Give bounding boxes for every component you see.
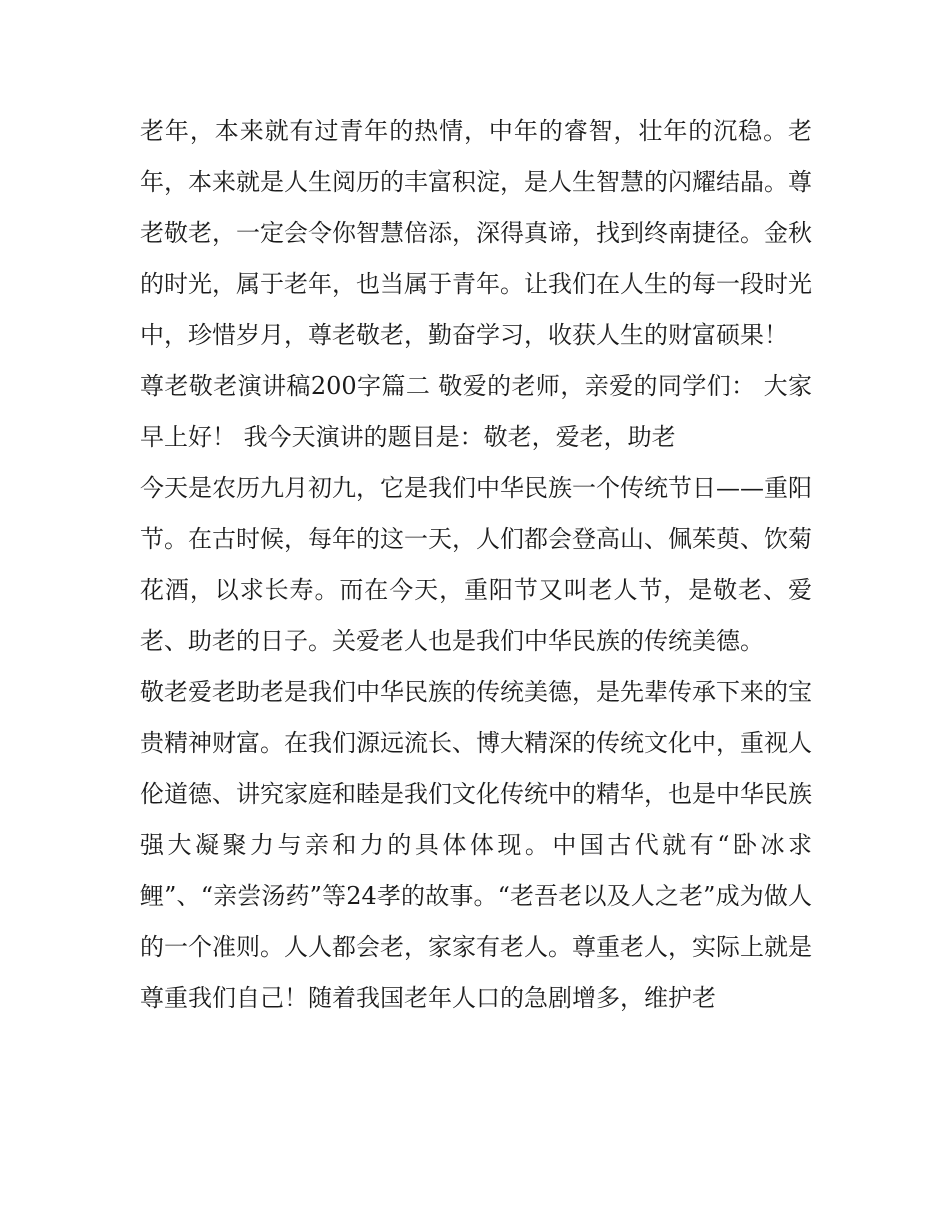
document-body bbox=[140, 106, 812, 1024]
paragraph-2: 尊老敬老演讲稿200字篇二 敬爱的老师，亲爱的同学们： 大家早上好！ 我今天演讲的题目是：敬老，爱老，助老 bbox=[140, 372, 812, 451]
paragraph-3: 今天是农历九月初九，它是我们中华民族一个传统节日——重阳节。在古时候，每年的这一天，人们都会登高山、佩茱萸、饮菊花酒，以求长寿。而在今天，重阳节又叫老人节，是敬老、爱老、助老的日子。关爱老人也是我们中华民族的传统美德。 bbox=[140, 474, 812, 655]
paragraph-4: 敬老爱老助老是我们中华民族的传统美德，是先辈传承下来的宝贵精神财富。在我们源远流长、博大精深的传统文化中，重视人伦道德、讲究家庭和睦是我们文化传统中的精华，也是中华民族强大凝聚力与亲和力的具体体现。中国古代就有“卧冰求鲤”、“亲尝汤药”等24孝的故事。“老吾老以及人之老”成为做人的一个准则。人人都会老，家家有老人。尊重老人，实际上就是尊重我们自己！随着我国老年人口的急剧增多，维护老 bbox=[140, 678, 812, 1012]
paragraph-1: 老年，本来就有过青年的热情，中年的睿智，壮年的沉稳。老年，本来就是人生阅历的丰富积淀，是人生智慧的闪耀结晶。尊老敬老，一定会令你智慧倍添，深得真谛，找到终南捷径。金秋的时光，属于老年，也当属于青年。让我们在人生的每一段时光中，珍惜岁月，尊老敬老，勤奋学习，收获人生的财富硕果！ bbox=[140, 117, 812, 349]
